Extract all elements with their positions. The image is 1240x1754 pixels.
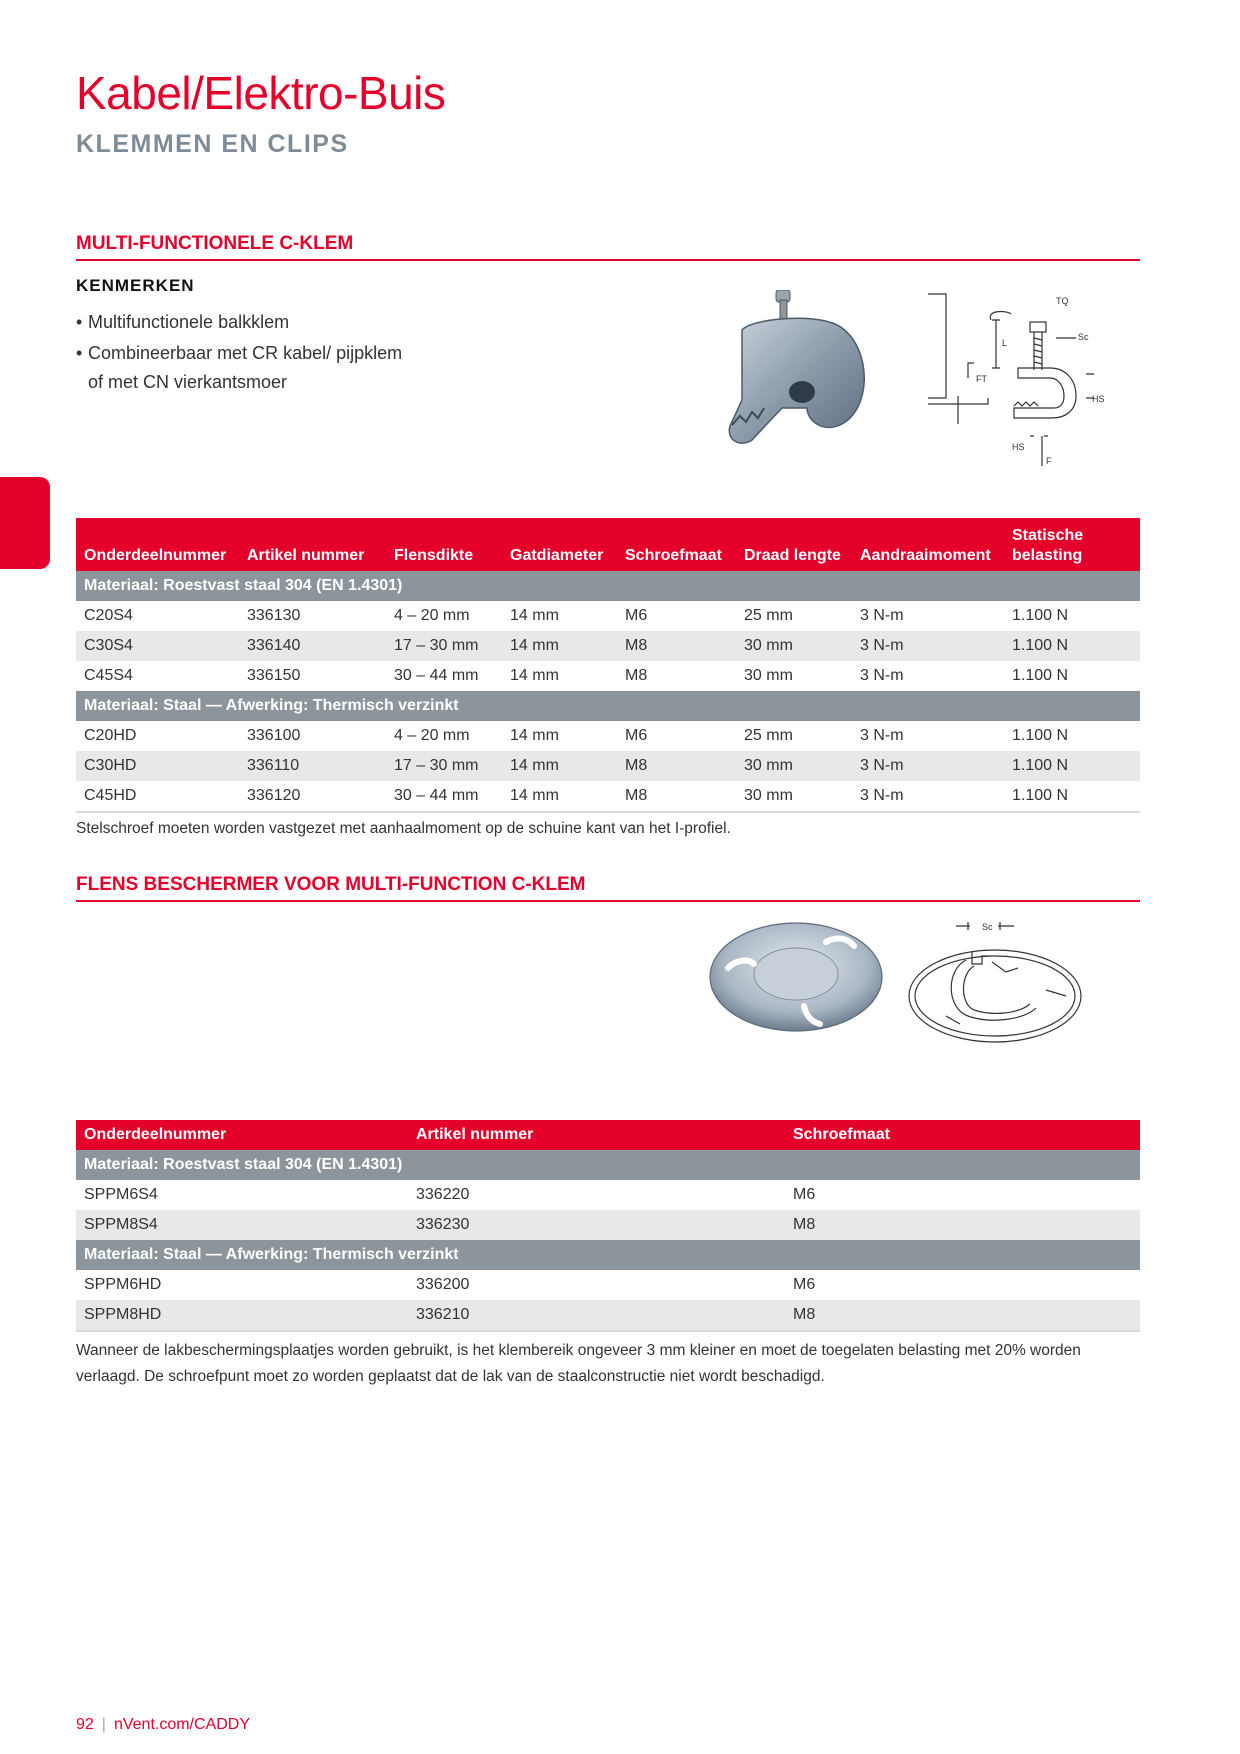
cell: SPPM6S4 [84, 1186, 158, 1203]
footer-separator: | [101, 1716, 106, 1733]
page-footer [76, 1716, 250, 1734]
cell: C20S4 [84, 607, 133, 624]
cell: 3 N-m [860, 667, 904, 684]
cell: 336210 [408, 1300, 785, 1331]
column-header: Onderdeelnummer [76, 518, 239, 571]
flange-protector-table [76, 1120, 1140, 1332]
cell: 14 mm [510, 607, 559, 624]
flange-protector-note: Wanneer de lakbeschermingsplaatjes worden gebruikt, is het klembereik ongeveer 3 mm kleiner en moet de toegelaten belasting met 20% worden verlaagd. De schroefpunt moet zo worden geplaatst dat de lak van de staalconstructie niet wordt beschadigd. [76, 1342, 1081, 1385]
cell: 1.100 N [1012, 667, 1069, 684]
table-row [76, 631, 1140, 661]
cell: M8 [625, 667, 648, 684]
cell: 336200 [416, 1276, 470, 1293]
cell: 3 N-m [860, 607, 904, 624]
chapter-tab [0, 477, 50, 569]
column-header: Artikel nummer [239, 518, 386, 571]
cell: 4 – 20 mm [394, 607, 470, 624]
group-label: Materiaal: Roestvast staal 304 (EN 1.4301) [76, 1150, 1140, 1180]
diagram-label-ft: FT [976, 374, 987, 384]
cell: M8 [785, 1300, 1140, 1331]
cell: SPPM8HD [76, 1300, 408, 1331]
cell: 14 mm [502, 781, 617, 812]
table-row [76, 1210, 1140, 1240]
cell: 17 – 30 mm [386, 751, 502, 781]
cell: M8 [617, 751, 736, 781]
table-group-row [76, 1240, 1140, 1270]
cell: 1.100 N [1012, 607, 1069, 624]
cell: 30 – 44 mm [386, 781, 502, 812]
cell: 1.100 N [1004, 751, 1140, 781]
page-subtitle: KLEMMEN EN CLIPS [76, 130, 349, 158]
cell: 14 mm [502, 631, 617, 661]
c-clamp-note: Stelschroef moeten worden vastgezet met aanhaalmoment op de schuine kant van het I-profiel. [76, 820, 731, 837]
section-heading-flange-protector: FLENS BESCHERMER VOOR MULTI-FUNCTION C-KLEM [76, 874, 1140, 902]
cell: M8 [617, 631, 736, 661]
cell: 1.100 N [1012, 727, 1069, 744]
diagram-label-hs-right: HS [1092, 394, 1105, 404]
table-row [76, 661, 1140, 691]
features-list [76, 308, 406, 399]
cell: 336140 [239, 631, 386, 661]
group-label: Materiaal: Roestvast staal 304 (EN 1.4301) [76, 571, 1140, 601]
cell: C45S4 [84, 667, 133, 684]
cell: C45HD [76, 781, 239, 812]
diagram-label-tq: TQ [1056, 296, 1069, 306]
cell: 14 mm [510, 667, 559, 684]
cell: 25 mm [744, 727, 793, 744]
cell: 1.100 N [1004, 631, 1140, 661]
table-group-row [76, 1150, 1140, 1180]
cell: M8 [617, 781, 736, 812]
features-heading: KENMERKEN [76, 276, 195, 295]
cell: 336150 [247, 667, 301, 684]
cell: 25 mm [744, 607, 793, 624]
table-row [76, 721, 1140, 751]
cell: 14 mm [502, 751, 617, 781]
table-row [76, 781, 1140, 812]
cell: 4 – 20 mm [394, 727, 470, 744]
cell: 14 mm [510, 727, 559, 744]
column-header: Artikel nummer [408, 1120, 785, 1150]
page-title: Kabel/Elektro-Buis [76, 67, 446, 119]
group-label: Materiaal: Staal — Afwerking: Thermisch verzinkt [76, 691, 1140, 721]
cell: 17 – 30 mm [386, 631, 502, 661]
cell: SPPM6HD [84, 1276, 162, 1293]
cell: 336220 [416, 1186, 470, 1203]
cell: 3 N-m [852, 631, 1004, 661]
cell: 1.100 N [1004, 781, 1140, 812]
table-group-row [76, 691, 1140, 721]
cell: 30 – 44 mm [394, 667, 479, 684]
diagram-label-sc: Sc [1078, 332, 1089, 342]
cell: C20HD [84, 727, 137, 744]
cell: 30 mm [736, 631, 852, 661]
column-header: Aandraaimoment [852, 518, 1004, 571]
flange-protector-photo [708, 920, 884, 1034]
diagram-label-hs-bottom: HS [1012, 442, 1025, 452]
cell: 30 mm [736, 781, 852, 812]
cell: 3 N-m [860, 727, 904, 744]
cell: 336100 [247, 727, 301, 744]
cell: 3 N-m [852, 751, 1004, 781]
cell: C30HD [76, 751, 239, 781]
cell: 336110 [239, 751, 386, 781]
table-header-row [76, 1120, 1140, 1150]
column-header: Schroefmaat [617, 518, 736, 571]
column-header: Schroefmaat [785, 1120, 1140, 1150]
table-row [76, 1270, 1140, 1300]
diagram-label-l: L [1002, 338, 1008, 348]
table-row [76, 601, 1140, 631]
cell: 3 N-m [852, 781, 1004, 812]
column-header: Gatdiameter [502, 518, 617, 571]
cell: C30S4 [76, 631, 239, 661]
c-clamp-photo [712, 290, 882, 460]
table-row [76, 1300, 1140, 1331]
cell: M8 [785, 1210, 1140, 1240]
c-clamp-table [76, 518, 1140, 813]
table-group-row [76, 571, 1140, 601]
page-number: 92 [76, 1716, 94, 1733]
cell: 336230 [408, 1210, 785, 1240]
table-header-row [76, 518, 1140, 571]
table-row [76, 751, 1140, 781]
cell: SPPM8S4 [76, 1210, 408, 1240]
cell: 30 mm [736, 751, 852, 781]
column-header: Onderdeelnummer [76, 1120, 408, 1150]
column-header: Flensdikte [386, 518, 502, 571]
column-header: Draad lengte [736, 518, 852, 571]
section-heading-c-clamp: MULTI-FUNCTIONELE C-KLEM [76, 233, 1140, 261]
column-header: Statische belasting [1004, 518, 1140, 571]
group-label: Materiaal: Staal — Afwerking: Thermisch verzinkt [76, 1240, 1140, 1270]
diagram-label-f: F [1046, 456, 1052, 466]
cell: M6 [793, 1186, 816, 1203]
cell: 30 mm [744, 667, 793, 684]
feature-item: • Multifunctionele balkklem [76, 308, 406, 337]
cell: M6 [625, 607, 648, 624]
cell: 336120 [239, 781, 386, 812]
cell: 336130 [247, 607, 301, 624]
cell: M6 [625, 727, 648, 744]
table-row [76, 1180, 1140, 1210]
flange-protector-diagram [906, 912, 1084, 1046]
diagram-label-sc: Sc [982, 922, 993, 932]
footer-url[interactable]: nVent.com/CADDY [113, 1716, 251, 1733]
cell: M6 [793, 1276, 816, 1293]
feature-item: • Combineerbaar met CR kabel/ pijpklem of met CN vierkantsmoer [76, 339, 406, 397]
c-clamp-diagram [926, 288, 1126, 478]
